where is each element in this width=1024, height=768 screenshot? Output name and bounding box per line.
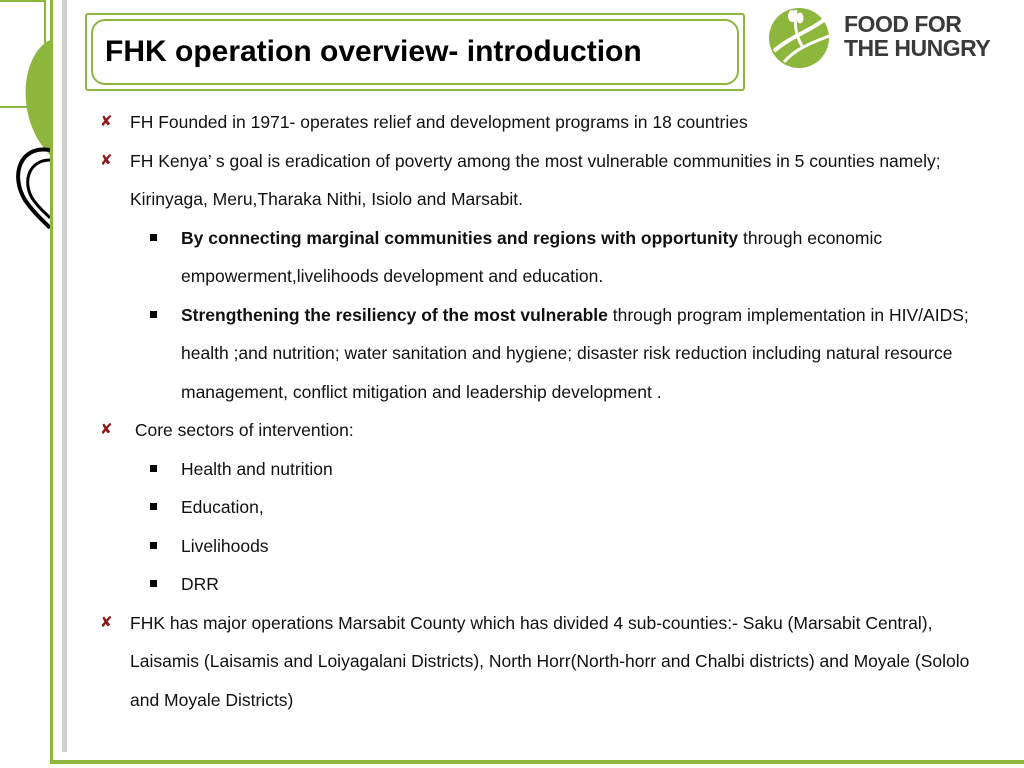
gray-rail [62, 0, 67, 752]
x-bullet-icon: ✘ [100, 421, 113, 438]
globe-wheat-icon [766, 6, 832, 68]
sub-bullet-item [98, 296, 998, 412]
x-bullet-icon: ✘ [100, 113, 113, 130]
logo-line-2: THE HUNGRY [844, 35, 991, 61]
sub-bullet-bold: Strengthening the resiliency of the most vulnerable [181, 304, 608, 325]
sub-bullet-item [98, 219, 998, 296]
square-bullet-icon [150, 234, 157, 241]
x-bullet-icon: ✘ [100, 613, 113, 631]
square-bullet-icon [150, 465, 157, 472]
sub-bullet-text: through economic empowerment,livelihoods development and education. [181, 227, 883, 286]
logo-line-1: FOOD FOR [844, 11, 962, 37]
sector-item [98, 527, 998, 566]
bullet-text: Core sectors of intervention: [130, 420, 354, 440]
sub-bullet-text: through program implementation in HIV/AIDS; health ;and nutrition; water sanitation and hygiene; disaster risk reduction including natural resource management, conflict mitigation and leadership development . [181, 304, 969, 402]
slide-body [98, 103, 998, 719]
sector-text: Education, [181, 497, 264, 517]
sector-text: DRR [181, 574, 219, 594]
slide-frame-bottom [50, 760, 1024, 763]
sector-item [98, 488, 998, 527]
food-for-the-hungry-logo [766, 6, 1006, 68]
sector-text: Health and nutrition [181, 458, 333, 479]
square-bullet-icon [150, 580, 157, 587]
square-bullet-icon [150, 311, 157, 318]
bullet-text: FH Kenya’ s goal is eradication of poverty among the most vulnerable communities in 5 counties namely; Kirinyaga, Meru,Tharaka Nithi, Isiolo and Marsabit. [130, 150, 941, 209]
bullet-text: FHK has major operations Marsabit County which has divided 4 sub-counties:- Saku (Marsabit Central), Laisamis (Laisamis and Loiyagalani Districts), North Horr(North-horr and Chalbi districts) and Moyale (Sololo and Moyale Districts) [130, 612, 970, 710]
sector-item [98, 450, 998, 489]
slide-title: FHK operation overview- introduction [105, 35, 642, 68]
bullet-item [98, 411, 998, 450]
bullet-text: FH Founded in 1971- operates relief and development programs in 18 countries [130, 112, 748, 132]
square-bullet-icon [150, 542, 157, 549]
x-bullet-icon: ✘ [100, 151, 113, 169]
sector-item [98, 565, 998, 604]
title-inner [91, 19, 739, 85]
logo-text-block [844, 12, 990, 60]
square-bullet-icon [150, 503, 157, 510]
sub-bullet-bold: By connecting marginal communities and regions with opportunity [181, 227, 739, 248]
bullet-item [98, 142, 998, 219]
title-box [85, 13, 745, 91]
bullet-item [98, 604, 998, 720]
sector-text: Livelihoods [181, 535, 269, 556]
bullet-item [98, 103, 998, 142]
